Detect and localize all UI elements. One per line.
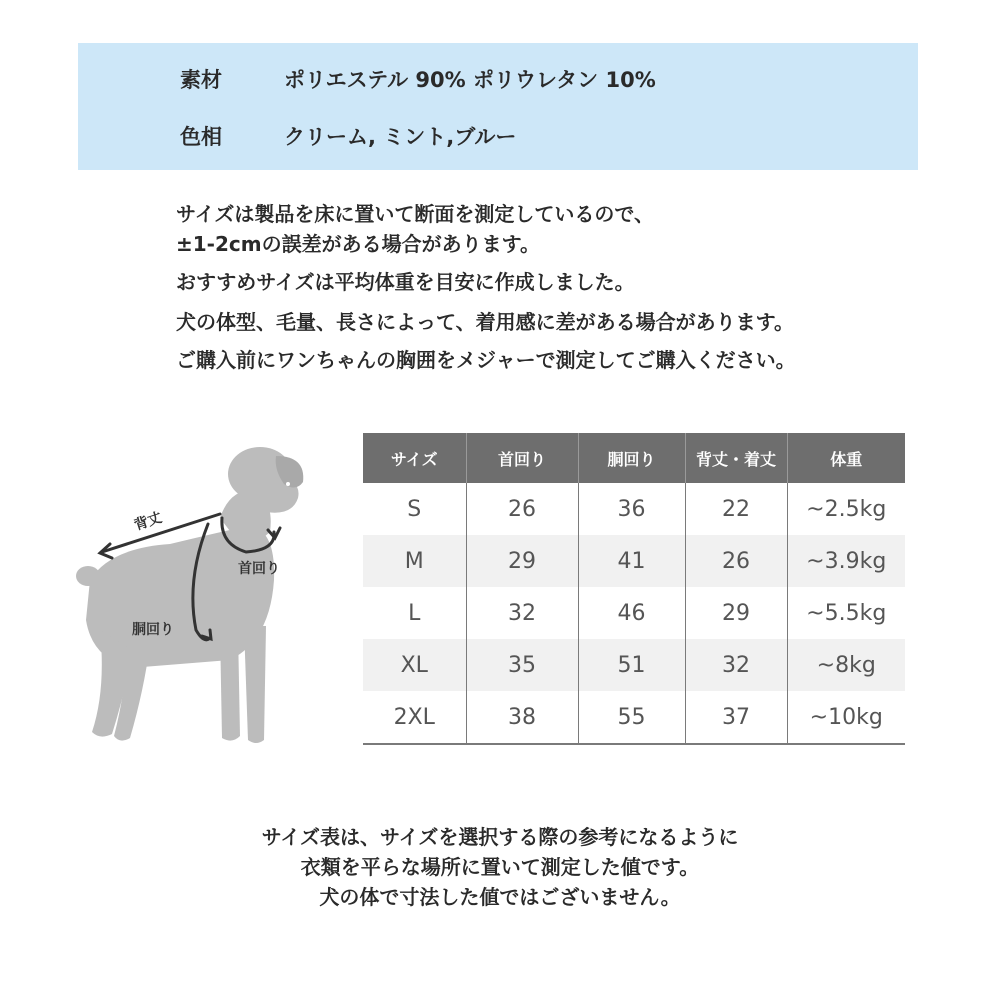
chest-cell: 55 [578, 691, 685, 744]
size-cell: L [408, 600, 421, 626]
material-label: 素材 [180, 68, 222, 92]
note-line-5: ご購入前にワンちゃんの胸囲をメジャーで測定してご購入ください。 [176, 348, 796, 372]
note-line-2: ±1-2cmの誤差がある場合があります。 [176, 232, 540, 256]
dog-measurement-diagram [70, 440, 330, 750]
chest-label: 胴回り [132, 622, 174, 638]
material-value: ポリエステル 90% ポリウレタン 10% [284, 68, 656, 92]
back-length-label: 背丈 [132, 509, 164, 534]
size-table-disclaimer [0, 822, 1000, 912]
footer-line-3: 犬の体で寸法した値ではございません。 [319, 885, 681, 909]
weight-cell: ~2.5kg [787, 483, 905, 535]
back-length-cell: 22 [685, 483, 787, 535]
material-row [78, 60, 918, 100]
weight-cell: ~5.5kg [787, 587, 905, 639]
weight-cell: ~8kg [787, 639, 905, 691]
dog-eye [286, 482, 290, 486]
size-cell: S [407, 496, 422, 522]
table-row [363, 535, 905, 587]
table-row [363, 587, 905, 639]
neck-cell: 29 [466, 535, 578, 587]
color-row [78, 117, 918, 157]
chest-cell: 51 [578, 639, 685, 691]
back-length-cell: 37 [685, 691, 787, 744]
color-label: 色相 [180, 125, 222, 149]
footer-line-2: 衣類を平らな場所に置いて測定した値です。 [300, 855, 700, 879]
note-line-3: おすすめサイズは平均体重を目安に作成しました。 [176, 270, 635, 294]
chest-cell: 46 [578, 587, 685, 639]
weight-cell: ~10kg [787, 691, 905, 744]
footer-line-1: サイズ表は、サイズを選択する際の参考になるように [261, 825, 739, 849]
neck-cell: 26 [466, 483, 578, 535]
header-back-length: 背丈・着丈 [685, 433, 787, 483]
neck-cell: 38 [466, 691, 578, 744]
note-line-1: サイズは製品を床に置いて断面を測定しているので、 [176, 202, 654, 226]
size-table-header [363, 433, 905, 483]
spec-box [78, 43, 918, 170]
color-value: クリーム, ミント,ブルー [284, 125, 517, 149]
size-table [363, 433, 905, 745]
neck-cell: 35 [466, 639, 578, 691]
header-size: サイズ [363, 433, 466, 483]
header-chest: 胴回り [578, 433, 685, 483]
table-row [363, 639, 905, 691]
neck-label: 首回り [238, 561, 280, 577]
table-row [363, 483, 905, 535]
chest-cell: 41 [578, 535, 685, 587]
back-length-cell: 32 [685, 639, 787, 691]
neck-cell: 32 [466, 587, 578, 639]
back-length-cell: 29 [685, 587, 787, 639]
header-weight: 体重 [787, 433, 905, 483]
note-line-4: 犬の体型、毛量、長さによって、着用感に差がある場合があります。 [176, 310, 794, 334]
dog-silhouette [76, 447, 303, 743]
size-cell: 2XL [363, 691, 466, 744]
chest-cell: 36 [578, 483, 685, 535]
back-length-cell: 26 [685, 535, 787, 587]
header-neck: 首回り [466, 433, 578, 483]
table-row [363, 691, 905, 744]
size-cell: XL [363, 639, 466, 691]
weight-cell: ~3.9kg [787, 535, 905, 587]
size-cell: M [363, 535, 466, 587]
